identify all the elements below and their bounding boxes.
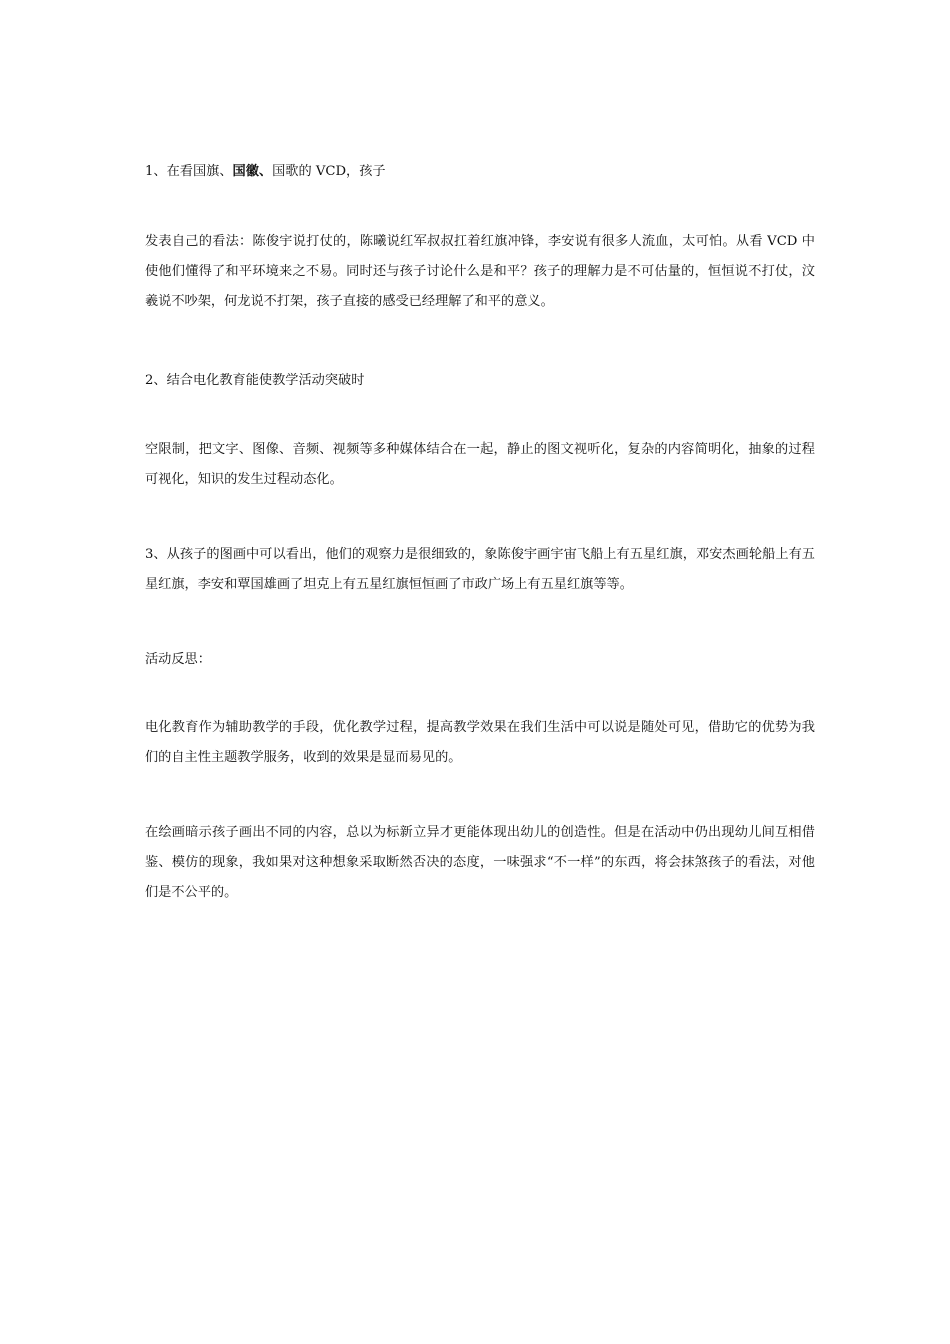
paragraph-4: 空限制，把文字、图像、音频、视频等多种媒体结合在一起，静止的图文视听化，复杂的内容简明化，抽象的过程可视化，知识的发生过程动态化。 <box>145 442 815 487</box>
paragraph-1-text-a: 1、在看国旗、 <box>145 164 233 179</box>
paragraph-1-text-b: 国歌的 VCD，孩子 <box>272 164 386 179</box>
paragraph-8: 在绘画暗示孩子画出不同的内容，总以为标新立异才更能体现出幼儿的创造性。但是在活动中仍出现幼儿间互相借鉴、模仿的现象，我如果对这种想象采取断然否决的态度，一味强求“不一样”的东西，将会抹煞孩子的看法，对他们是不公平的。 <box>145 825 815 900</box>
paragraph-1 <box>145 157 815 187</box>
paragraph-1-text-bold: 国徽、 <box>232 164 273 179</box>
paragraph-6: 活动反思： <box>145 652 211 667</box>
paragraph-7: 电化教育作为辅助教学的手段，优化教学过程，提高教学效果在我们生活中可以说是随处可见，借助它的优势为我们的自主性主题教学服务，收到的效果是显而易见的。 <box>145 720 815 765</box>
paragraph-5: 3、从孩子的图画中可以看出，他们的观察力是很细致的，象陈俊宇画宇宙飞船上有五星红旗，邓安杰画轮船上有五星红旗，李安和覃国雄画了坦克上有五星红旗恒恒画了市政广场上有五星红旗等等。 <box>145 547 815 592</box>
paragraph-3: 2、结合电化教育能使教学活动突破时 <box>145 373 365 388</box>
paragraph-2: 发表自己的看法：陈俊宇说打仗的，陈曦说红军叔叔扛着红旗冲锋，李安说有很多人流血，太可怕。从看 VCD 中使他们懂得了和平环境来之不易。同时还与孩子讨论什么是和平？孩子的理解力是不可估量的，恒恒说不打仗，汶羲说不吵架，何龙说不打架，孩子直接的感受已经理解了和平的意义。 <box>145 234 815 309</box>
